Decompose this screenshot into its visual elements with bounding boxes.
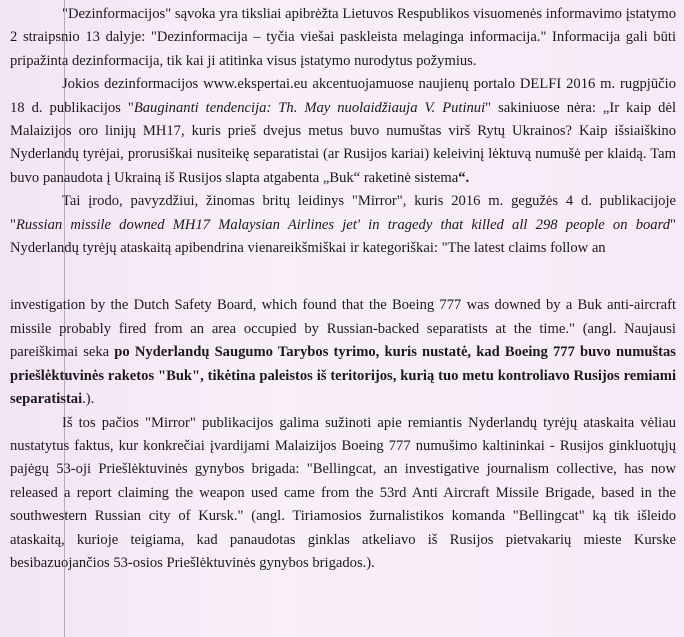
paragraph-bellingcat [10,412,676,576]
article-title-delfi: Bauginanti tendencija: Th. May nuolaidžiauja V. Putinui [133,99,486,116]
document-body [10,3,676,575]
paragraph-definition [10,3,676,73]
paragraph-text: Tai įrodo, pavyzdžiui, žinomas britų leidinys "Mirror", kuris 2016 m. gegužės 4 d. publikacijoje " [10,193,676,233]
paragraph-mirror [10,190,676,260]
paragraph-dutch-safety-board [10,294,676,411]
paragraph-text: investigation by the Dutch Safety Board, which found that the Boeing 777 was downed by a Buk anti-aircraft missile probably fired from an area occupied by Russian-backed separatists at the time." (angl. Naujausi pareiškimai seka [10,297,676,361]
paragraph-text: .). [82,391,95,408]
page-gap [10,260,676,294]
article-title-mirror: Russian missile downed MH17 Malaysian Airlines jet' in tragedy that killed all 298 people on board [15,216,671,233]
paragraph-text: Jokios dezinformacijos www.ekspertai.eu akcentuojamuose naujienų portalo DELFI 2016 m. rugpjūčio 18 d. publikacijos " [10,76,676,116]
closing-quote: “. [458,169,470,186]
paragraph-text: "Dezinformacijos" sąvoka yra tiksliai apibrėžta Lietuvos Respublikos visuomenės informavimo įstatymo 2 straipsnio 13 dalyje: "Dezinformacija – tyčia viešai paskleista melaginga informacija." Informacija gali būti pripažinta dezinformacija, tik kai ji atitinka visus įstatymo nurodytus požymius. [10,6,676,69]
paragraph-text: " Nyderlandų tyrėjų ataskaitą apibendrina vienareikšmiškai ir kategoriškai: "The latest claims follow an [10,216,676,257]
paragraph-text: Iš tos pačios "Mirror" publikacijos galima sužinoti apie remiantis Nyderlandų tyrėjų ataskaita vėliau nustatytus faktus, kur konkrečiai įvardijami Malaizijos Boeing 777 numušimo kaltininkai - Rusijos ginkluotųjų pajėgų 53-oji Priešlėktuvinės gynybos brigada: "Bellingcat, an investigative journalism collective, has now released a report claiming the weapon used came from the 53rd Anti Aircraft Missile Brigade, based in the southwestern Russian city of Kursk." (angl. Tiriamosios žurnalistikos komanda "Bellingcat" ką tik išleido ataskaitą, kurioje teigiama, kad panaudotas ginklas atkeliavo iš Rusijos pietvakarių mieste Kurske besibazuojančios 53-osios Priešlėktuvinės gynybos brigados.). [10,414,676,571]
paragraph-delfi [10,73,676,190]
bold-translation: po Nyderlandų Saugumo Tarybos tyrimo, kuris nustatė, kad Boeing 777 buvo numuštas priešlėktuvinės raketos "Buk", tikėtina paleistos iš teritorijos, kurią tuo metu kontroliavo Rusijos remiami separatistai [10,344,676,408]
paragraph-text: " sakiniuose nėra: „Ir kaip dėl Malaizijos oro linijų MH17, kuris prieš dvejus metus buvo numuštas virš Rytų Ukrainos? Kaip išsiaiškino Nyderlandų tyrėjai, prorusiškai nusiteikę separatistai (ar Rusijos kariai) keleivinį lėktuvą numušė per klaidą. Tam buvo panaudota į Ukrainą iš Rusijos slapta atgabenta „Buk“ raketinė sistema [10,99,677,186]
